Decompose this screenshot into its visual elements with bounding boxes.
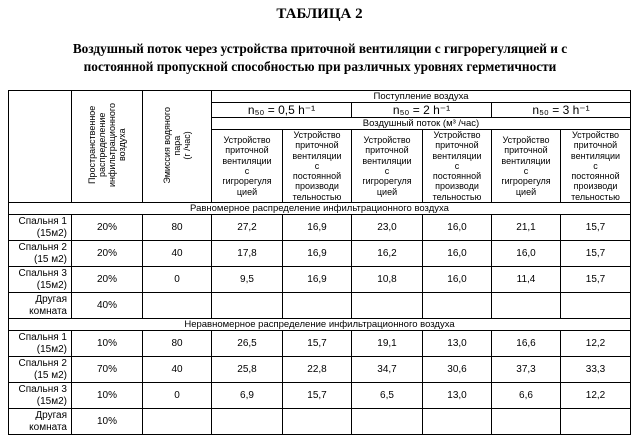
flow-value-cell: 12,2 [561,331,631,357]
device-header-line: вентиляции [362,155,412,166]
room-label-line: (15 м2) [34,253,67,265]
flow-value-cell [283,293,352,319]
device-header-line: с [454,160,460,171]
device-header-line: производи [295,181,339,192]
flow-value-cell: 15,7 [561,241,631,267]
room-cell [9,241,72,267]
subtitle-line: постоянной пропускной способностью при различных уровнях герметичности [83,59,557,74]
device-const-header [423,130,492,203]
flow-value-cell: 19,1 [352,331,423,357]
device-header-line: цией [515,186,537,197]
emission-cell: 40 [143,357,212,383]
table-row [9,241,631,267]
room-cell [9,331,72,357]
distribution-cell: 20% [72,241,143,267]
level-header: n₅₀ = 2 h⁻¹ [352,103,492,118]
distribution-header-line: воздуха [117,128,127,162]
distribution-cell: 10% [72,409,143,435]
distribution-header [72,91,143,203]
room-label-line: (15 м2) [34,369,67,381]
emission-header-line: пара [172,135,182,155]
table-row [9,383,631,409]
device-header-line: гигрорегуля [362,176,412,187]
device-header-line: вентиляции [432,150,482,161]
device-header-line: Устройство [502,135,550,146]
flow-value-cell [283,409,352,435]
device-header-line: производи [573,181,618,192]
device-header-line: гигрорегуля [222,176,272,187]
table-title: ТАБЛИЦА 2 [276,6,363,22]
distribution-cell: 70% [72,357,143,383]
room-label-line: Спальня 1 [18,331,67,343]
flow-value-cell [423,293,492,319]
level-header: n₅₀ = 3 h⁻¹ [492,103,631,118]
room-label-line: (15м2) [36,395,67,407]
table-row [9,331,631,357]
flow-value-cell: 33,3 [561,357,631,383]
device-const-header [561,130,631,203]
flow-value-cell: 13,0 [423,383,492,409]
room-label-line: комната [29,421,67,433]
flow-value-cell: 11,4 [492,267,561,293]
flow-value-cell: 16,2 [352,241,423,267]
device-header-line: Устройство [433,130,481,140]
flow-value-cell: 15,7 [561,267,631,293]
flow-value-cell: 37,3 [492,357,561,383]
section-title: Неравномерное распределение инфильтрационного воздуха [9,319,631,331]
room-cell [9,267,72,293]
room-label-line: Спальня 3 [18,383,67,395]
device-header-line: вентиляции [570,150,621,161]
device-header-line: приточной [225,145,269,156]
flow-value-cell [423,409,492,435]
device-header-line: постоянной [571,171,620,182]
room-cell [9,215,72,241]
room-label-line: (15м2) [36,227,67,239]
room-cell [9,383,72,409]
device-header-line: цией [376,186,398,197]
flow-value-cell [561,293,631,319]
flow-value-cell: 15,7 [283,331,352,357]
device-header-line: приточной [504,145,548,156]
emission-header-line: (г /час) [182,130,192,160]
device-header-line: тельностью [292,191,342,202]
device-header-line: приточной [295,140,339,151]
device-hygro-header [212,130,283,203]
flow-value-cell: 15,7 [561,215,631,241]
device-header-line: вентиляции [501,155,551,166]
flow-value-cell: 16,0 [492,241,561,267]
room-header [9,91,72,203]
room-label-line: Другая [35,293,67,305]
flow-value-cell: 16,9 [283,241,352,267]
emission-cell: 0 [143,267,212,293]
emission-header-line: Эмиссия водяного [162,106,172,184]
flow-value-cell: 16,6 [492,331,561,357]
device-header-line: с [523,166,529,177]
flow-value-cell [492,409,561,435]
flow-value-cell: 25,8 [212,357,283,383]
flow-value-cell [212,409,283,435]
flow-value-cell: 16,0 [423,241,492,267]
emission-cell [143,293,212,319]
flow-value-cell: 22,8 [283,357,352,383]
distribution-header-line: распределение [97,112,107,178]
device-header-line: Устройство [363,135,411,146]
device-hygro-header [352,130,423,203]
flow-value-cell [352,293,423,319]
flow-value-cell: 6,9 [212,383,283,409]
emission-cell [143,409,212,435]
table-row [9,357,631,383]
flow-value-cell: 9,5 [212,267,283,293]
room-cell [9,357,72,383]
emission-cell: 40 [143,241,212,267]
airflow-table [8,90,631,435]
device-header-line: приточной [365,145,409,156]
device-header-line: с [244,166,250,177]
device-header-line: производи [435,181,479,192]
device-header-line: тельностью [571,191,620,202]
room-label-line: Другая [35,409,67,421]
flow-value-cell: 10,8 [352,267,423,293]
distribution-header-line: Пространственное [87,105,97,185]
room-label-line: Спальня 3 [18,267,67,279]
room-label-line: Спальня 1 [18,215,67,227]
flow-value-cell: 16,0 [423,215,492,241]
flow-value-cell: 34,7 [352,357,423,383]
flow-value-cell [492,293,561,319]
distribution-cell: 10% [72,331,143,357]
emission-header [143,91,212,203]
room-label-line: комната [29,305,67,317]
device-header-line: приточной [435,140,479,151]
flow-value-cell: 16,9 [283,267,352,293]
room-cell [9,409,72,435]
distribution-cell: 10% [72,383,143,409]
distribution-header-line: инфильтрационного [107,103,117,188]
device-header-line: приточной [573,140,618,151]
device-header-line: тельностью [432,191,482,202]
flow-value-cell: 16,9 [283,215,352,241]
device-const-header [283,130,352,203]
emission-cell: 0 [143,383,212,409]
room-label-line: (15м2) [36,343,67,355]
flow-value-cell [212,293,283,319]
flow-value-cell: 27,2 [212,215,283,241]
device-header-line: с [384,166,390,177]
device-header-line: Устройство [571,130,620,140]
flow-value-cell: 17,8 [212,241,283,267]
flow-value-cell [352,409,423,435]
flow-value-cell [561,409,631,435]
room-cell [9,293,72,319]
subtitle-line: Воздушный поток через устройства приточной вентиляции с гигрорегуляцией и с [72,41,568,56]
distribution-cell: 20% [72,215,143,241]
flow-value-cell: 23,0 [352,215,423,241]
device-header-line: цией [236,186,258,197]
flow-value-cell: 26,5 [212,331,283,357]
emission-cell: 80 [143,331,212,357]
flow-value-cell: 21,1 [492,215,561,241]
device-header-line: с [593,160,598,171]
table-row [9,293,631,319]
distribution-cell: 40% [72,293,143,319]
flow-value-cell: 16,0 [423,267,492,293]
device-header-line: гигрорегуля [501,176,551,187]
device-hygro-header [492,130,561,203]
room-label-line: Спальня 2 [18,357,67,369]
room-label-line: Спальня 2 [18,241,67,253]
room-label-line: (15м2) [36,279,67,291]
device-header-line: Устройство [223,135,271,146]
device-header-line: вентиляции [222,155,272,166]
device-header-line: постоянной [432,171,482,182]
flow-value-cell: 13,0 [423,331,492,357]
flow-value-cell: 6,5 [352,383,423,409]
device-header-line: вентиляции [292,150,342,161]
table-row [9,215,631,241]
flow-value-cell: 15,7 [283,383,352,409]
supply-header: Поступление воздуха [212,91,631,103]
flow-value-cell: 6,6 [492,383,561,409]
flow-value-cell: 30,6 [423,357,492,383]
section-title: Равномерное распределение инфильтрационного воздуха [9,203,631,215]
flow-header: Воздушный поток (м³ /час) [212,118,631,130]
table-row [9,409,631,435]
table-row [9,267,631,293]
device-header-line: с [314,160,320,171]
distribution-cell: 20% [72,267,143,293]
emission-cell: 80 [143,215,212,241]
level-header: n₅₀ = 0,5 h⁻¹ [212,103,352,118]
device-header-line: Устройство [293,130,341,140]
device-header-line: постоянной [292,171,342,182]
flow-value-cell: 12,2 [561,383,631,409]
table-subtitle [30,40,610,76]
